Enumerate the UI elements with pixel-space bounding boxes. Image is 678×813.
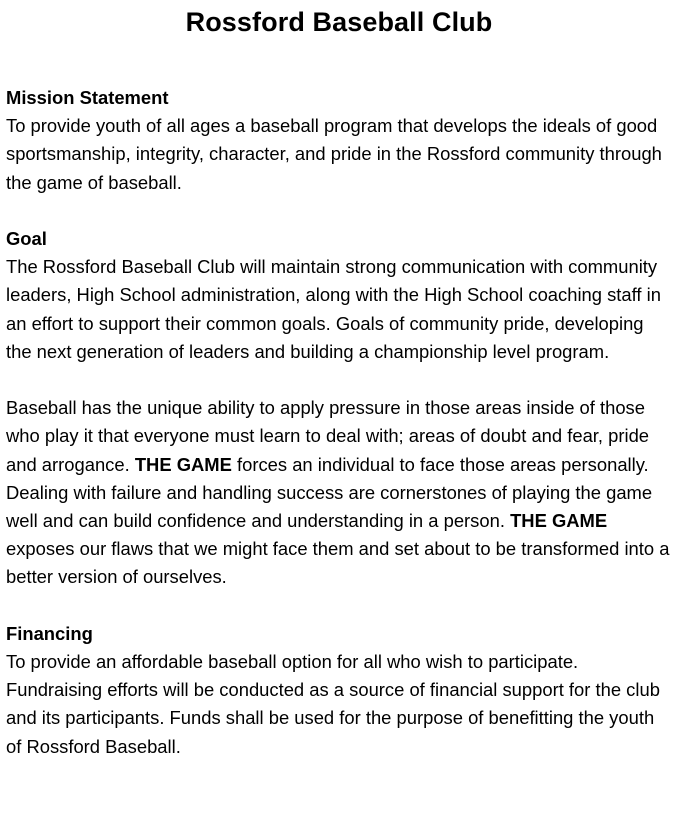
- baseball-text-part2: forces an individual to face those areas personally. Dealing with failure and handling success are cornerstones of playing the game well and can build confidence and understanding in a person.: [6, 453, 653, 531]
- spacer: [6, 366, 672, 394]
- goal-section: [6, 225, 672, 366]
- baseball-text-part1: Baseball has the unique ability to apply pressure in those areas inside of those who play it that everyone must learn to deal with; areas of doubt and fear, pride and arrogance.: [6, 397, 650, 475]
- financing-text: To provide an affordable baseball option for all who wish to participate. Fundraising efforts will be conducted as a source of financial support for the club and its participants. Funds shall be used for the purpose of benefitting the youth of Rossford Baseball.: [6, 650, 660, 757]
- spacer: [6, 592, 672, 620]
- goal-heading: Goal: [6, 227, 47, 249]
- mission-heading: Mission Statement: [6, 87, 169, 108]
- baseball-section: [6, 394, 672, 591]
- financing-heading: Financing: [6, 622, 93, 644]
- the-game-emphasis-2: THE GAME: [510, 509, 608, 531]
- mission-section: [6, 84, 672, 197]
- goal-text: The Rossford Baseball Club will maintain strong communication with community leaders, High School administration, along with the High School coaching staff in an effort to support their common goals. Goals of community pride, developing the next generation of leaders and building a championship level program.: [6, 256, 661, 362]
- spacer: [6, 197, 672, 225]
- the-game-emphasis-1: THE GAME: [134, 453, 232, 475]
- mission-text: To provide youth of all ages a baseball program that develops the ideals of good sportsmanship, integrity, character, and pride in the Rossford community through the game of baseball.: [6, 115, 662, 193]
- document-title: Rossford Baseball Club: [185, 7, 493, 37]
- baseball-text: [6, 394, 672, 591]
- baseball-text-part3: exposes our flaws that we might face them and set about to be transformed into a better version of ourselves.: [6, 538, 670, 588]
- financing-section: [6, 620, 672, 761]
